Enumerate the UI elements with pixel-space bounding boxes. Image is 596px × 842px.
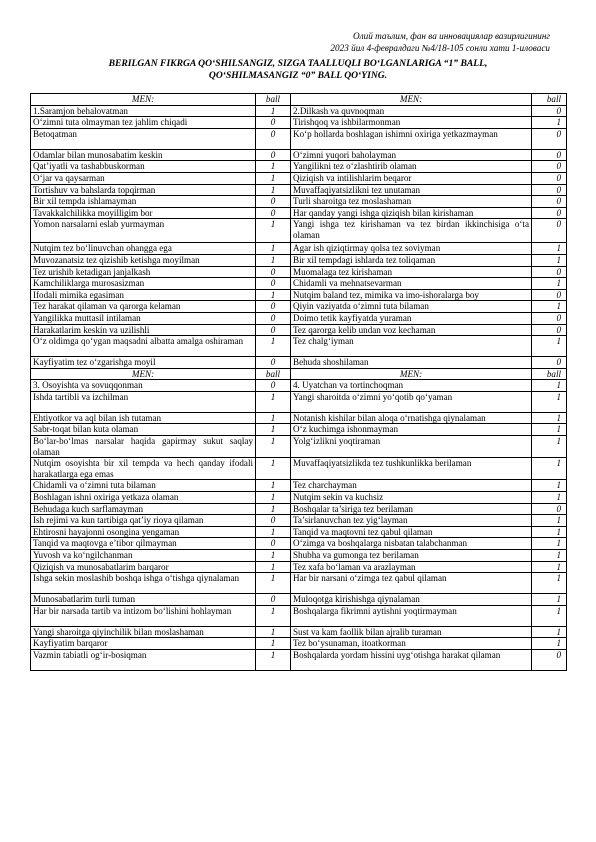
score-right: 1: [532, 117, 567, 129]
score-left: 0: [256, 207, 291, 219]
table-row: [31, 515, 567, 527]
table-row: [31, 436, 567, 458]
score-left: 1: [256, 638, 291, 650]
score-right: 0: [532, 172, 567, 184]
document-header: [330, 30, 550, 54]
score-right: 0: [532, 161, 567, 173]
score-left: 1: [256, 649, 291, 670]
header-men-cell: MEN:: [31, 368, 256, 380]
score-left: 1: [256, 573, 291, 594]
statement-left: Boshlagan ishni oxiriga yetkaza olaman: [31, 492, 256, 504]
score-right: 0: [532, 128, 567, 149]
statement-left: Qiziqish va munosabatlarim barqaror: [31, 561, 256, 573]
header-line-1: Олий таълим, фан ва инновациялар вазирлигининг: [353, 31, 550, 41]
score-right: 1: [532, 538, 567, 550]
statement-left: Harakatlarim keskin va uzilishli: [31, 324, 256, 336]
score-right: 1: [532, 301, 567, 313]
statement-left: Vazmin tabiatli og‘ir-bosiqman: [31, 649, 256, 670]
table-row: [31, 161, 567, 173]
score-left: 1: [256, 412, 291, 424]
score-right: 1: [532, 626, 567, 638]
score-left: 1: [256, 550, 291, 562]
score-left: 1: [256, 391, 291, 412]
table-row: [31, 266, 567, 278]
table-row: [31, 357, 567, 369]
score-left: 1: [256, 219, 291, 243]
header-men-cell: MEN:: [291, 368, 532, 380]
table-row: [31, 561, 567, 573]
questionnaire-table: [30, 93, 567, 671]
score-right: 0: [532, 196, 567, 208]
score-right: 1: [532, 515, 567, 527]
score-left: 1: [256, 243, 291, 255]
statement-right: Tez xafa bo‘laman va arazlayman: [291, 561, 532, 573]
score-right: 0: [532, 207, 567, 219]
score-left: 0: [256, 594, 291, 606]
score-right: 0: [532, 312, 567, 324]
score-left: 1: [256, 503, 291, 515]
statement-left: 3. Osoyishta va sovuqqonman: [31, 380, 256, 392]
score-left: 1: [256, 492, 291, 504]
statement-left: Sabr-toqat bilan kuta olaman: [31, 424, 256, 436]
score-right: 0: [532, 219, 567, 243]
score-left: 1: [256, 458, 291, 480]
statement-left: Har bir narsada tartib va intizom bo‘lishini hohlayman: [31, 605, 256, 626]
table-row: [31, 526, 567, 538]
statement-left: Ifodali mimika egasiman: [31, 289, 256, 301]
table-header-row: [31, 94, 567, 106]
statement-right: Ta’sirlanuvchan tez yig‘layman: [291, 515, 532, 527]
statement-left: Ish rejimi va kun tartibiga qat’iy rioya qilaman: [31, 515, 256, 527]
statement-left: Betoqatman: [31, 128, 256, 149]
statement-left: Kayfiyatim barqaror: [31, 638, 256, 650]
statement-left: Odamlar bilan munosabatim keskin: [31, 149, 256, 161]
score-right: 1: [532, 573, 567, 594]
score-left: 1: [256, 184, 291, 196]
statement-right: Qiyin vaziyatda o‘zimni tuta bilaman: [291, 301, 532, 313]
table-row: [31, 424, 567, 436]
score-right: 1: [532, 436, 567, 458]
score-right: 1: [532, 480, 567, 492]
statement-right: Muvaffaqiyatsizlikni tez unutaman: [291, 184, 532, 196]
score-right: 1: [532, 550, 567, 562]
statement-left: Yangi sharoitga qiyinchilik bilan moslashaman: [31, 626, 256, 638]
score-left: 0: [256, 538, 291, 550]
table-row: [31, 573, 567, 594]
score-right: 1: [532, 412, 567, 424]
statement-left: Tez harakat qilaman va qarorga kelaman: [31, 301, 256, 313]
table-row: [31, 594, 567, 606]
statement-right: Muomalaga tez kirishaman: [291, 266, 532, 278]
table-row: [31, 117, 567, 129]
statement-right: Tez charchayman: [291, 480, 532, 492]
statement-right: Boshqalarga fikrimni aytishni yoqtirmayman: [291, 605, 532, 626]
statement-left: O‘jar va qaysarman: [31, 172, 256, 184]
table-row: [31, 105, 567, 117]
table-row: [31, 172, 567, 184]
table-row: [31, 391, 567, 412]
score-left: 0: [256, 312, 291, 324]
score-right: 1: [532, 424, 567, 436]
score-left: 0: [256, 380, 291, 392]
table-row: [31, 503, 567, 515]
score-left: 0: [256, 357, 291, 369]
statement-right: Turli sharoitga tez moslashaman: [291, 196, 532, 208]
statement-left: Yomon narsalarni eslab yurmayman: [31, 219, 256, 243]
statement-left: Kayfiyatim tez o‘zgarishga moyil: [31, 357, 256, 369]
statement-right: Behuda shoshilaman: [291, 357, 532, 369]
score-right: 0: [532, 184, 567, 196]
score-left: 0: [256, 149, 291, 161]
statement-right: Har bir narsani o‘zimga tez qabul qilaman: [291, 573, 532, 594]
statement-left: 1.Saramjon behalovatman: [31, 105, 256, 117]
title-line-2: QO‘SHILMASANGIZ “0” BALL QO‘YING.: [208, 70, 388, 81]
statement-left: Tavakkalchilikka moyilligim bor: [31, 207, 256, 219]
statement-right: Tirishqoq va ishbilarmonman: [291, 117, 532, 129]
score-right: 1: [532, 605, 567, 626]
statement-left: O‘z oldimga qo‘ygan maqsadni albatta amalga oshiraman: [31, 336, 256, 357]
score-right: 0: [532, 649, 567, 670]
score-right: 1: [532, 638, 567, 650]
statement-right: Sust va kam faollik bilan ajralib turaman: [291, 626, 532, 638]
score-right: 0: [532, 149, 567, 161]
statement-right: Doimo tetik kayfiyatda yuraman: [291, 312, 532, 324]
header-ball-cell: ball: [532, 368, 567, 380]
table-row: [31, 219, 567, 243]
statement-right: O‘zimga va boshqalarga nisbatan talabchanman: [291, 538, 532, 550]
score-right: 1: [532, 458, 567, 480]
statement-right: Shubha va gumonga tez berilaman: [291, 550, 532, 562]
score-left: 1: [256, 172, 291, 184]
score-left: 1: [256, 561, 291, 573]
statement-left: Ishda tartibli va izchilman: [31, 391, 256, 412]
score-right: 0: [532, 105, 567, 117]
score-left: 1: [256, 336, 291, 357]
statement-right: Tez qarorga kelib undan voz kechaman: [291, 324, 532, 336]
score-right: 1: [532, 243, 567, 255]
statement-right: O‘zimni yuqori baholayman: [291, 149, 532, 161]
table-row: [31, 550, 567, 562]
score-left: 1: [256, 626, 291, 638]
statement-right: Yolg‘izlikni yoqtiraman: [291, 436, 532, 458]
score-left: 0: [256, 117, 291, 129]
statement-right: Nutqim sekin va kuchsiz: [291, 492, 532, 504]
score-right: 1: [532, 254, 567, 266]
statement-right: Qiziqish va intilishlarim beqaror: [291, 172, 532, 184]
score-left: 1: [256, 605, 291, 626]
table-row: [31, 324, 567, 336]
table-row: [31, 207, 567, 219]
statement-right: Har qanday yangi ishga qiziqish bilan kirishaman: [291, 207, 532, 219]
statement-right: Yangi sharoitda o‘zimni yo‘qotib qo‘yaman: [291, 391, 532, 412]
statement-left: Tez urishib ketadigan janjalkash: [31, 266, 256, 278]
table-row: [31, 492, 567, 504]
statement-right: Boshqalar ta’siriga tez berilaman: [291, 503, 532, 515]
header-ball-cell: ball: [256, 368, 291, 380]
statement-right: Agar ish qiziqtirmay qolsa tez soviyman: [291, 243, 532, 255]
table-row: [31, 184, 567, 196]
table-row: [31, 336, 567, 357]
document-title: [30, 58, 566, 82]
score-left: 1: [256, 424, 291, 436]
table-row: [31, 254, 567, 266]
statement-right: Notanish kishilar bilan aloqa o‘rnatishga qiynalaman: [291, 412, 532, 424]
statement-right: 4. Uyatchan va tortinchoqman: [291, 380, 532, 392]
questionnaire-table-body: [31, 94, 567, 671]
header-ball-cell: ball: [532, 94, 567, 106]
statement-left: Yuvosh va ko‘ngilchanman: [31, 550, 256, 562]
table-row: [31, 128, 567, 149]
table-row: [31, 243, 567, 255]
table-row: [31, 626, 567, 638]
score-right: 0: [532, 289, 567, 301]
statement-right: Yangi ishga tez kirishaman va tez birdan ikkinchisiga o‘ta olaman: [291, 219, 532, 243]
score-left: 0: [256, 301, 291, 313]
table-row: [31, 480, 567, 492]
statement-right: Muloqotga kirishishga qiynalaman: [291, 594, 532, 606]
score-right: 0: [532, 324, 567, 336]
table-row: [31, 412, 567, 424]
statement-left: Yangilikka muttasil intilaman: [31, 312, 256, 324]
table-row: [31, 605, 567, 626]
statement-left: Kamchiliklarga murosasizman: [31, 278, 256, 290]
statement-right: Tez bo‘ysunaman, itoatkorman: [291, 638, 532, 650]
header-men-cell: MEN:: [291, 94, 532, 106]
header-line-2: 2023 йил 4-февралдаги №4/18-105 сонли хати 1-иловаси: [330, 43, 550, 53]
score-left: 0: [256, 278, 291, 290]
score-right: 0: [532, 357, 567, 369]
score-right: 1: [532, 391, 567, 412]
statement-left: Munosabatlarim turli tuman: [31, 594, 256, 606]
score-left: 0: [256, 128, 291, 149]
score-right: 1: [532, 561, 567, 573]
statement-left: O‘zimni tuta olmayman tez jahlim chiqadi: [31, 117, 256, 129]
score-left: 1: [256, 526, 291, 538]
score-right: 0: [532, 266, 567, 278]
header-men-cell: MEN:: [31, 94, 256, 106]
statement-right: Muvaffaqiyatsizlikda tez tushkunlikka berilaman: [291, 458, 532, 480]
table-row: [31, 538, 567, 550]
statement-right: Bir xil tempdagi ishlarda tez toliqaman: [291, 254, 532, 266]
score-right: 1: [532, 336, 567, 357]
statement-left: Muvozanatsiz tez qizishib ketishga moyilman: [31, 254, 256, 266]
table-row: [31, 196, 567, 208]
statement-right: O‘z kuchimga ishonmayman: [291, 424, 532, 436]
score-right: 1: [532, 492, 567, 504]
score-left: 1: [256, 105, 291, 117]
statement-left: Behudaga kuch sarflamayman: [31, 503, 256, 515]
statement-left: Bir xil tempda ishlamayman: [31, 196, 256, 208]
statement-left: Nutqim osoyishta bir xil tempda va hech qanday ifodali harakatlarga ega emas: [31, 458, 256, 480]
statement-left: Tanqid va maqtovga e’tibor qilmayman: [31, 538, 256, 550]
statement-left: Tortishuv va bahslarda topqirman: [31, 184, 256, 196]
score-left: 0: [256, 515, 291, 527]
score-right: 1: [532, 594, 567, 606]
statement-left: Nutqim tez bo‘linuvchan ohangga ega: [31, 243, 256, 255]
statement-left: Ehtiyotkor va aql bilan ish tutaman: [31, 412, 256, 424]
table-row: [31, 638, 567, 650]
score-left: 0: [256, 266, 291, 278]
score-right: 1: [532, 526, 567, 538]
table-row: [31, 149, 567, 161]
score-right: 0: [532, 503, 567, 515]
score-right: 1: [532, 278, 567, 290]
score-left: 1: [256, 436, 291, 458]
statement-right: Nutqim baland tez, mimika va imo-ishoralarga boy: [291, 289, 532, 301]
score-left: 1: [256, 254, 291, 266]
score-left: 1: [256, 161, 291, 173]
statement-left: Bo‘lar-bo‘lmas narsalar haqida gapirmay sukut saqlay olaman: [31, 436, 256, 458]
statement-left: Ishga sekin moslashib boshqa ishga o‘tishga qiynalaman: [31, 573, 256, 594]
statement-left: Ehtirosni hayajonni osongina yengaman: [31, 526, 256, 538]
statement-right: 2.Dilkash va quvnoqman: [291, 105, 532, 117]
table-row: [31, 380, 567, 392]
statement-left: Qat’iyatli va tashabbuskorman: [31, 161, 256, 173]
table-row: [31, 289, 567, 301]
table-row: [31, 312, 567, 324]
statement-right: Ko‘p hollarda boshlagan ishimni oxiriga yetkazmayman: [291, 128, 532, 149]
header-ball-cell: ball: [256, 94, 291, 106]
statement-right: Tez chalg‘iyman: [291, 336, 532, 357]
statement-right: Chidamli va mehnatsevarman: [291, 278, 532, 290]
statement-right: Boshqalarda yordam hissini uyg‘otishga harakat qilaman: [291, 649, 532, 670]
score-left: 1: [256, 289, 291, 301]
table-row: [31, 278, 567, 290]
statement-left: Chidamli va o‘zimni tuta bilaman: [31, 480, 256, 492]
score-left: 0: [256, 324, 291, 336]
table-row: [31, 458, 567, 480]
table-row: [31, 301, 567, 313]
score-left: 1: [256, 480, 291, 492]
statement-right: Tanqid va maqtovni tez qabul qilaman: [291, 526, 532, 538]
table-row: [31, 649, 567, 670]
statement-right: Yangilikni tez o‘zlashtirib olaman: [291, 161, 532, 173]
score-right: 1: [532, 380, 567, 392]
title-line-1: BERILGAN FIKRGA QO‘SHILSANGIZ, SIZGA TAALLUQLI BO‘LGANLARIGA “1” BALL,: [108, 58, 488, 69]
score-left: 0: [256, 196, 291, 208]
table-header-row: [31, 368, 567, 380]
